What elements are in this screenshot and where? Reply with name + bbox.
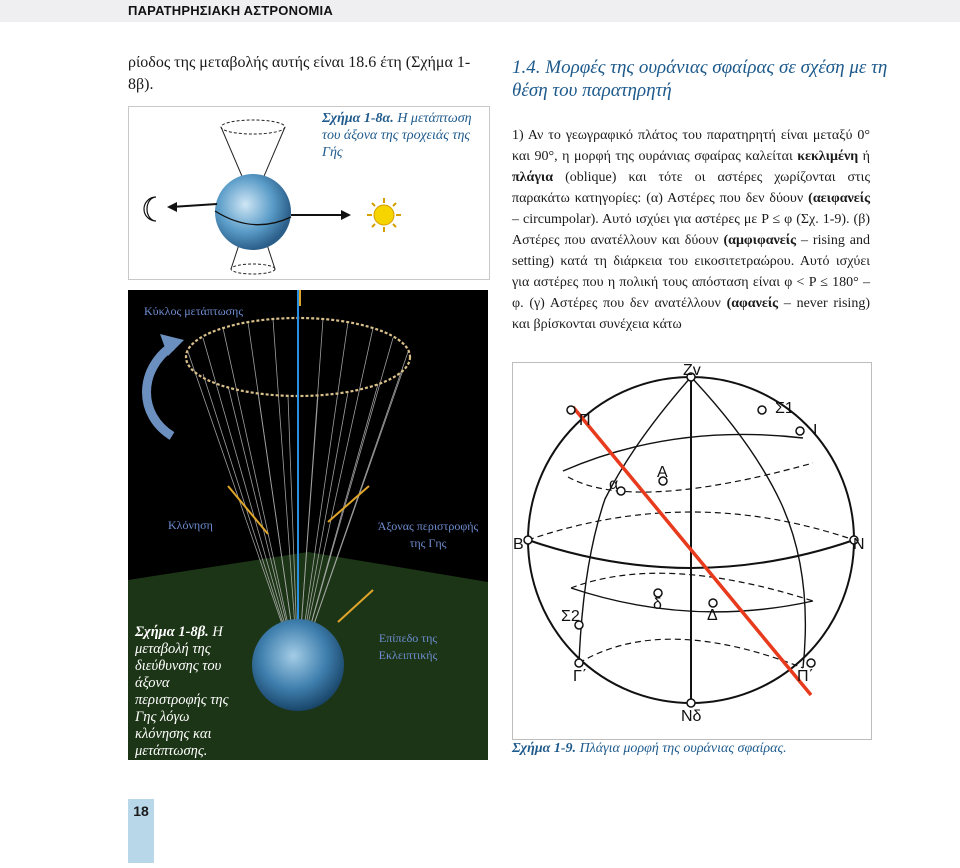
term-oblique-1: κεκλιμένη [797,149,859,164]
point-pi-prime: Π΄ [797,668,814,685]
point-zv: Zv [683,363,701,379]
point-alpha: α [609,476,619,493]
figure-1-8a-label: Σχήμα 1-8α. [322,111,394,126]
sun-icon [367,198,401,232]
label-rotation-axis: Άξονας περιστροφής της Γης [377,519,479,550]
term-circumpolar: (αειφανείς [808,191,870,206]
page-number: 18 [133,803,149,819]
earth-globe [252,619,344,711]
moon-icon [144,197,156,221]
figure-1-8b-caption [135,624,243,760]
figure-1-9 [512,362,872,740]
figure-1-8b-label: Σχήμα 1-8β. [135,624,209,640]
body-text-2: ή [858,149,871,164]
body-text-5: – rising and setting) κατά τη διάρκεια του εικοσιτετραώρου. Αυτό ισχύει για αστέρες που η πολική τους απόσταση είναι φ < P ≤ 180° – φ. (γ) Αστέρες που δεν ανατέλλουν [512,233,870,311]
figure-1-9-labels [513,363,871,739]
body-text-4: – circumpolar). Αυτό ισχύει για αστέρες με P ≤ φ (Σχ. 1-9). (β) Αστέρες που ανατέλλουν και δύουν [512,212,870,248]
point-a: Α [657,464,668,481]
label-nutation: Κλόνηση [168,518,213,532]
left-column-text: ρίοδος της μεταβολής αυτής είναι 18.6 έτη (Σχήμα 1-8β). [128,54,471,93]
term-never-rising: (αφανείς [726,296,779,311]
term-rising-setting: (αμφιφανείς [723,233,797,248]
term-oblique-2: πλάγια [512,170,554,185]
figure-1-8b-caption-text: Η μεταβολή της διεύθυνσης του άξονα περιστροφής της Γης λόγω κλόνησης και μετάπτωσης. [135,624,229,759]
figure-1-9-caption-text: Πλάγια μορφή της ουράνιας σφαίρας. [579,741,787,756]
point-s1: Σ1 [775,400,794,417]
point-delta: Δ [707,607,718,624]
point-delta-small: δ [653,596,662,613]
point-n: Ν [853,536,865,553]
figure-1-9-label: Σχήμα 1-9. [512,741,577,756]
section-title: 1.4. Μορφές της ουράνιας σφαίρας σε σχέση με τη θέση του παρατηρητή [512,57,888,101]
label-ecliptic-plane: Επίπεδο της Εκλειπτικής [378,631,438,662]
figure-1-9-caption [512,741,787,757]
figure-1-8a-caption [322,110,487,161]
point-s2: Σ2 [561,608,580,625]
point-i: Ι [813,422,818,439]
label-precession-circle: Κύκλος μετάπτωσης [144,304,244,318]
point-b: Β [513,536,524,553]
body-paragraph [512,125,870,335]
figure-1-8a-caption-text: Η μετάπτωση του άξονα της τροχειάς της Γής [322,111,472,160]
point-gamma-prime: Γ΄ [573,668,588,685]
body-text-6: – never rising) και βρίσκονται συνέχεια κάτω [512,296,870,332]
body-text-3: (oblique) και τότε οι αστέρες χωρίζονται στις παρακάτω κατηγορίες: (α) Αστέρες που δεν δύουν [512,170,870,206]
point-nd: Νδ [681,708,702,725]
point-pi: Π [579,412,591,429]
body-text-1: 1) Αν το γεωγραφικό πλάτος του παρατηρητή είναι μεταξύ 0° και 90°, η μορφή της ουράνιας σφαίρας καλείται [512,128,870,164]
earth-globe [215,174,291,250]
running-header: ΠΑΡΑΤΗΡΗΣΙΑΚΗ ΑΣΤΡΟΝΟΜΙΑ [128,3,333,18]
rotation-arrow-icon [147,346,173,436]
